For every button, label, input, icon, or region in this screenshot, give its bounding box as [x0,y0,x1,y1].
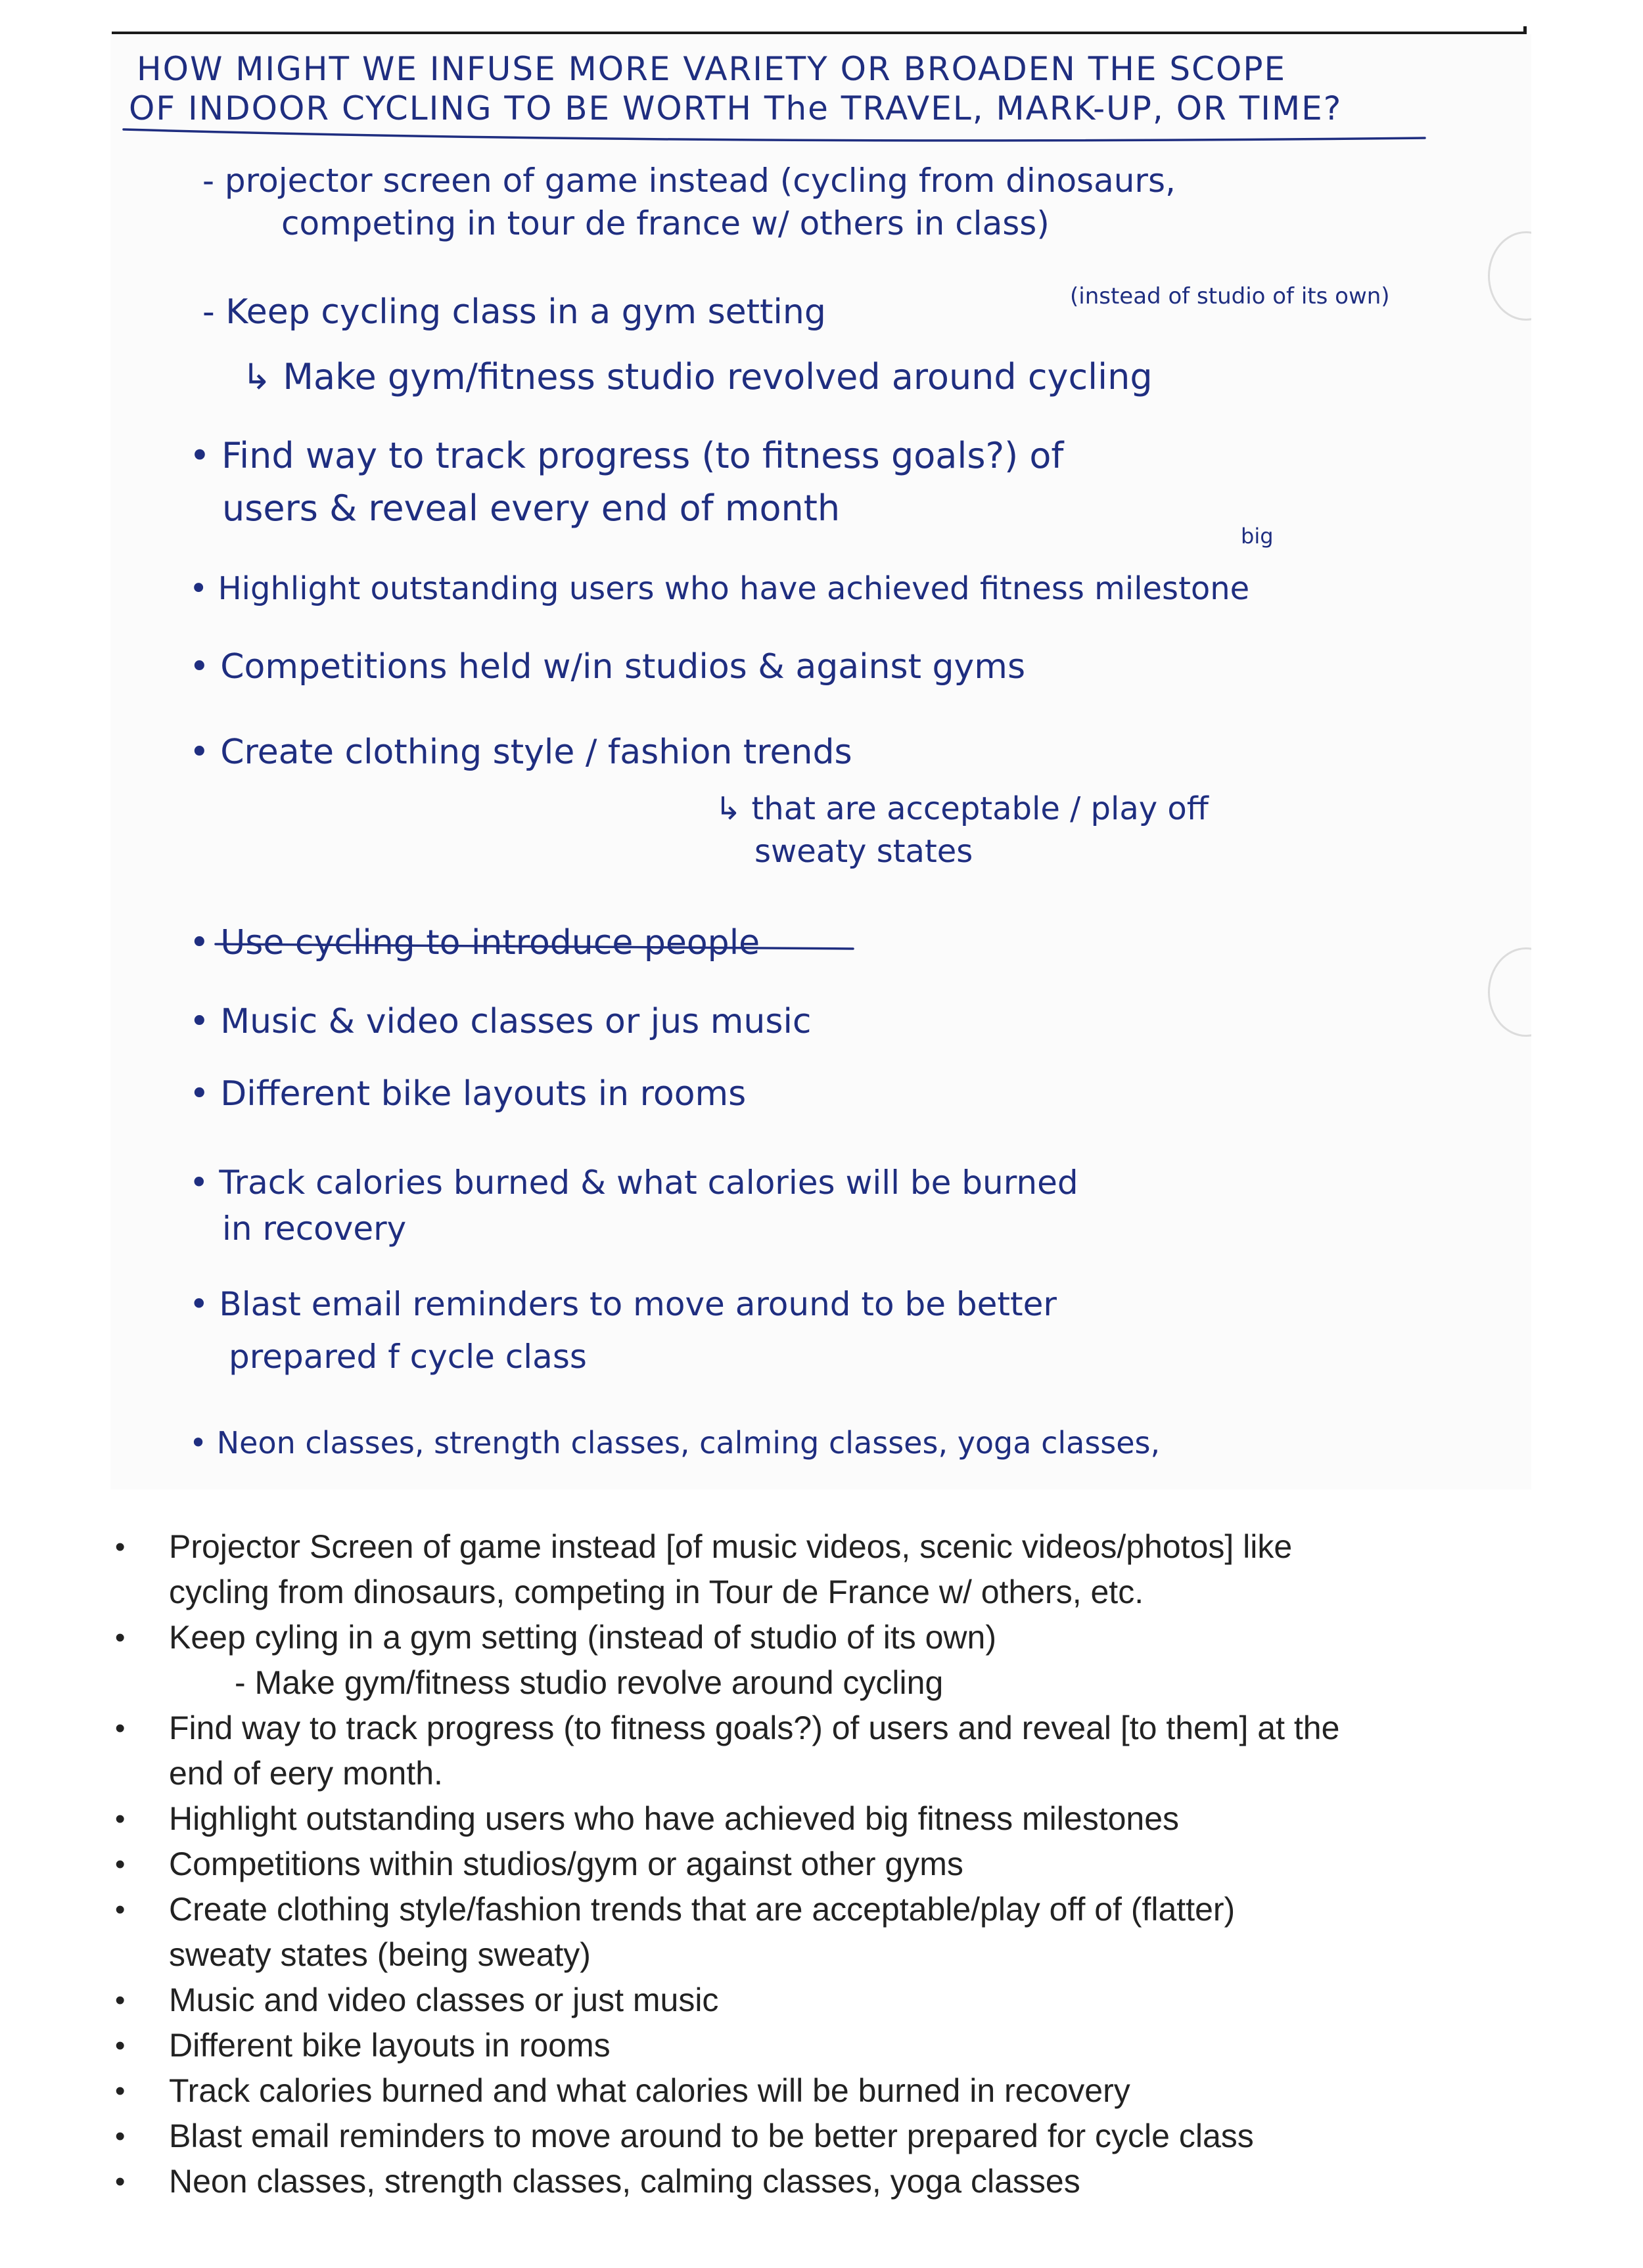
list-item [115,2159,1561,2204]
item-text: Competitions within studios/gym or against other gyms [169,1846,963,1882]
list-item [115,2068,1561,2114]
handwritten-notes-scan [110,34,1531,1489]
item-text: Music and video classes or just music [169,1982,719,2018]
item-text: Track calories burned and what calories will be burned in recovery [169,2072,1130,2109]
list-item [115,1842,1561,1887]
list-item [115,1796,1561,1842]
note-clothing-sub1: ↳ that are acceptable / play off [715,790,1209,827]
heading-underline [124,129,1425,141]
item-text: Projector Screen of game instead [of music videos, scenic videos/photos] like [169,1528,1293,1565]
bullet: • [115,1894,126,1926]
item-text: Blast email reminders to move around to be better prepared for cycle class [169,2118,1254,2154]
note-projector-2: competing in tour de france w/ others in class) [281,204,1050,242]
bullet: • [115,1803,126,1835]
item-text: Create clothing style/fashion trends that are acceptable/play off of (flatter) [169,1891,1236,1928]
note-calories-2: in recovery [222,1210,407,1248]
note-projector-1: - projector screen of game instead (cycling from dinosaurs, [202,162,1176,200]
note-gym-setting: - Keep cycling class in a gym setting [202,292,826,332]
item-text: Different bike layouts in rooms [169,2027,611,2064]
bullet: • [115,2120,126,2152]
note-track-progress-2: users & reveal every end of month [222,488,841,529]
item-text: Neon classes, strength classes, calming classes, yoga classes [169,2163,1080,2200]
handwriting-svg [110,34,1531,1489]
item-subtext: - Make gym/fitness studio revolve around cycling [235,1664,944,1701]
note-bike-layouts: • Different bike layouts in rooms [189,1074,747,1114]
list-item [115,1524,1561,1615]
note-calories-1: • Track calories burned & what calories will be burned [189,1164,1078,1202]
list-item [115,1706,1561,1796]
note-highlight: • Highlight outstanding users who have achieved fitness milestone [189,570,1250,607]
note-competitions: • Competitions held w/in studios & against gyms [189,647,1026,687]
list-item [115,1615,1561,1706]
note-clothing: • Create clothing style / fashion trends [189,733,852,772]
list-item [115,2023,1561,2068]
item-text: Keep cyling in a gym setting (instead of studio of its own) [169,1619,996,1656]
notes-heading-line2: OF INDOOR CYCLING TO BE WORTH The TRAVEL, MARK-UP, OR TIME? [129,89,1343,127]
bullet: • [115,2075,126,2107]
note-music-video: • Music & video classes or jus music [189,1002,812,1041]
bullet: • [115,1531,126,1563]
note-email-2: prepared f cycle class [229,1338,587,1376]
note-neon: • Neon classes, strength classes, calming classes, yoga classes, [189,1425,1161,1461]
note-make-gym: ↳ Make gym/fitness studio revolved around cycling [242,356,1153,397]
item-text-cont: end of eery month. [169,1755,443,1792]
note-email-1: • Blast email reminders to move around to be better [189,1285,1057,1323]
notes-heading-line1: HOW MIGHT WE INFUSE MORE VARIETY OR BROADEN THE SCOPE [137,50,1287,88]
list-item [115,2114,1561,2159]
note-struck-out: • Use cycling to introduce people [189,923,760,963]
note-clothing-sub2: sweaty states [754,833,973,870]
bullet: • [115,1622,126,1654]
note-track-progress-1: • Find way to track progress (to fitness goals?) of [189,435,1064,476]
bullet: • [115,2166,126,2198]
list-item [115,1887,1561,1978]
note-big-insert: big [1241,524,1274,549]
bullet: • [115,1848,126,1880]
item-text: Highlight outstanding users who have achieved big fitness milestones [169,1800,1180,1837]
bullet: • [115,1712,126,1744]
list-item [115,1978,1561,2023]
item-text: Find way to track progress (to fitness goals?) of users and reveal [to them] at the [169,1710,1340,1746]
item-text-cont: sweaty states (being sweaty) [169,1936,591,1973]
note-gym-aside: (instead of studio of its own) [1070,283,1390,309]
bullet: • [115,2030,126,2062]
typed-transcription-list [115,1524,1561,2204]
item-text-cont: cycling from dinosaurs, competing in Tour de France w/ others, etc. [169,1574,1144,1610]
bullet: • [115,1984,126,2016]
